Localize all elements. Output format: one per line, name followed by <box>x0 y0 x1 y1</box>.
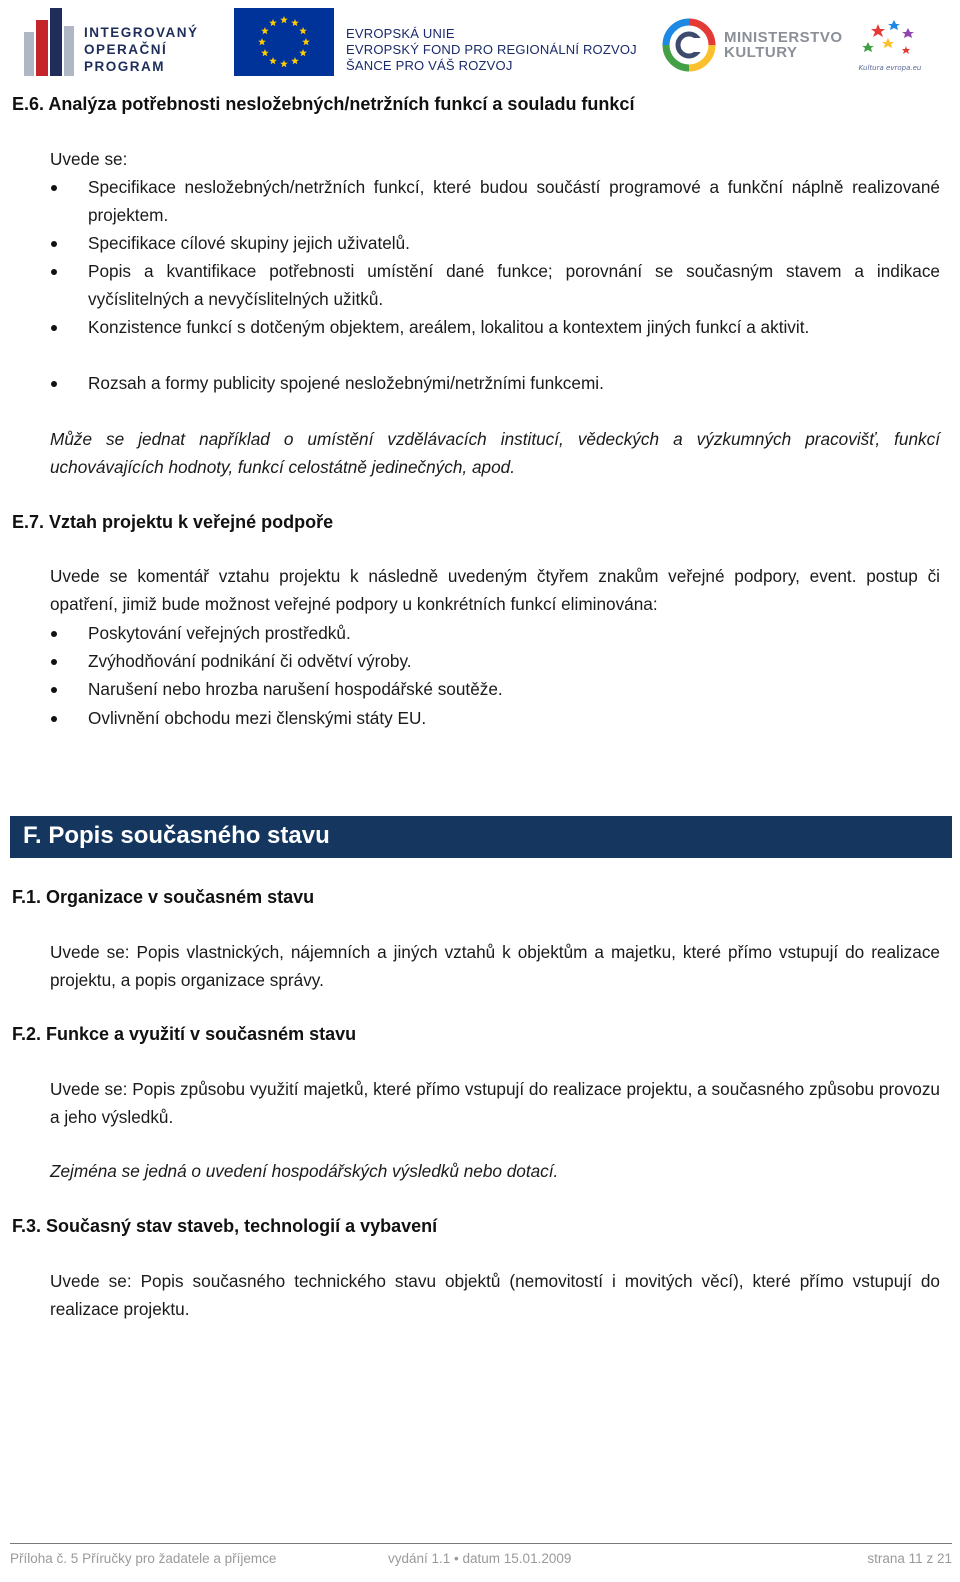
e6-intro: Uvede se: <box>50 149 128 169</box>
eu-star-icon <box>291 19 299 26</box>
footer-attachment: Příloha č. 5 Příručky pro žadatele a příjemce <box>10 1551 277 1566</box>
section-f-title: F. Popis současného stavu <box>23 822 330 849</box>
page-footer <box>10 1543 952 1566</box>
eu-star-icon <box>299 27 307 34</box>
heading-e7: E.7. Vztah projektu k veřejné podpoře <box>12 512 334 532</box>
heading-f3: F.3. Současný stav staveb, technologií a vybavení <box>12 1216 438 1236</box>
kultura-stars-logo <box>858 16 922 76</box>
eu-flag-icon <box>234 8 334 76</box>
e6-bullet-5: Rozsah a formy publicity spojené nesložebnými/netržními funkcemi. <box>88 370 940 398</box>
f2-text: Uvede se: Popis způsobu využití majetků, které přímo vstupují do realizace projektu, a současného způsobu provozu a jeho výsledků. <box>50 1079 940 1127</box>
e6-bullet-4: Konzistence funkcí s dotčeným objektem, areálem, lokalitou a kontextem jiných funkcí a aktivit. <box>88 314 940 342</box>
iop-logo <box>24 8 204 78</box>
e6-note: Může se jednat například o umístění vzdělávacích institucí, vědeckých a výzkumných pracovišť, funkcí uchovávajících hodnoty, funkcí celostátně jedinečných, apod. <box>50 429 940 477</box>
eu-star-icon <box>258 38 266 45</box>
f1-text: Uvede se: Popis vlastnických, nájemních a jiných vztahů k objektům a majetku, které přímo vstupují do realizace projektu, a popis organizace správy. <box>50 942 940 990</box>
ministry-culture-icon <box>662 18 716 72</box>
iop-logo-text: INTEGROVANÝ OPERAČNÍ PROGRAM <box>84 25 199 74</box>
eu-star-icon <box>261 49 269 56</box>
footer-page-number: strana 11 z 21 <box>867 1551 952 1566</box>
e7-bullet-3: Narušení nebo hrozba narušení hospodářské soutěže. <box>88 676 940 704</box>
heading-e6: E.6. Analýza potřebnosti nesložebných/netržních funkcí a souladu funkcí <box>12 94 635 114</box>
eu-star-icon <box>280 16 288 23</box>
e7-bullet-2: Zvýhodňování podnikání či odvětví výroby. <box>88 648 940 676</box>
heading-f2: F.2. Funkce a využití v současném stavu <box>12 1024 357 1044</box>
header-logo-bar <box>0 6 960 80</box>
iop-bars-icon <box>24 8 78 76</box>
eu-star-icon <box>269 19 277 26</box>
f3-text: Uvede se: Popis současného technického stavu objektů (nemovitostí i movitých věcí), které přímo vstupují do realizace projektu. <box>50 1271 940 1319</box>
eu-star-icon <box>302 38 310 45</box>
e6-bullet-3: Popis a kvantifikace potřebnosti umístění dané funkce; porovnání se současným stavem a indikace vyčíslitelných a nevyčíslitelných užitků. <box>88 258 940 313</box>
e7-bullet-4: Ovlivnění obchodu mezi členskými státy EU. <box>88 705 940 733</box>
section-f-banner <box>10 816 952 858</box>
heading-f1: F.1. Organizace v současném stavu <box>12 887 315 907</box>
e6-bullet-1: Specifikace nesložebných/netržních funkcí, které budou součástí programové a funkční náplně realizované projektem. <box>88 174 940 229</box>
e6-bullet-2: Specifikace cílové skupiny jejich uživatelů. <box>88 230 940 258</box>
svg-text:Kultura evropa.eu: Kultura evropa.eu <box>858 64 922 72</box>
eu-star-icon <box>261 27 269 34</box>
f2-note: Zejména se jedná o uvedení hospodářských výsledků nebo dotací. <box>50 1161 559 1181</box>
eu-star-icon <box>291 57 299 64</box>
ministry-culture-text: MINISTERSTVO KULTURY <box>724 29 843 61</box>
eu-star-icon <box>280 60 288 67</box>
eu-star-icon <box>269 57 277 64</box>
e7-bullet-1: Poskytování veřejných prostředků. <box>88 620 940 648</box>
footer-edition: vydání 1.1 • datum 15.01.2009 <box>388 1551 572 1566</box>
eu-logo-text: EVROPSKÁ UNIE EVROPSKÝ FOND PRO REGIONÁLNÍ ROZVOJ ŠANCE PRO VÁŠ ROZVOJ <box>346 26 637 73</box>
eu-star-icon <box>299 49 307 56</box>
e7-text: Uvede se komentář vztahu projektu k následně uvedeným čtyřem znakům veřejné podpory, event. postup či opatření, jimiž bude možnost veřejné podpory u konkrétních funkcí eliminována: <box>50 566 940 614</box>
